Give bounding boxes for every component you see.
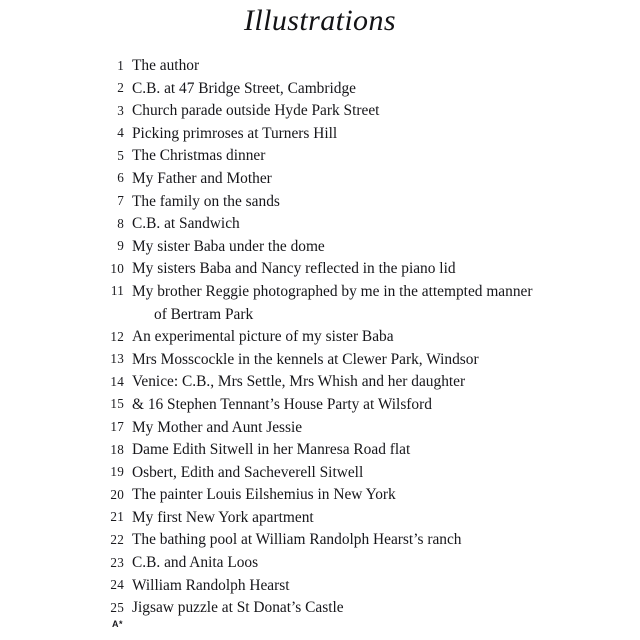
list-item-number: 4 xyxy=(117,125,124,141)
list-item-label: & 16 Stephen Tennant’s House Party at Wilsford xyxy=(132,395,432,413)
list-item-number: 7 xyxy=(117,193,124,209)
list-item-number: 23 xyxy=(110,554,124,570)
list-item-number: 8 xyxy=(117,215,124,231)
list-item xyxy=(104,349,574,372)
list-item-label: The Christmas dinner xyxy=(132,147,266,165)
list-item-label-line1: My brother Reggie photographed by me in the attempted manner xyxy=(132,282,533,300)
list-item xyxy=(104,258,574,281)
list-item xyxy=(104,168,574,191)
list-item-number: 25 xyxy=(110,599,124,615)
list-item-number: 11 xyxy=(110,283,124,299)
list-item xyxy=(104,100,574,123)
list-item-number: 17 xyxy=(110,419,124,434)
list-item xyxy=(104,213,574,236)
list-item-label-continuation: of Bertram Park xyxy=(154,305,254,323)
list-item-number: 15 xyxy=(110,396,124,412)
list-item-label xyxy=(124,281,574,326)
list-item xyxy=(104,145,574,168)
list-item xyxy=(104,191,574,214)
list-item-number: 3 xyxy=(117,102,124,118)
list-item-label: William Randolph Hearst xyxy=(132,576,290,594)
list-item-label: The family on the sands xyxy=(132,192,280,210)
list-item xyxy=(104,281,574,326)
list-item-label: Venice: C.B., Mrs Settle, Mrs Whish and her daughter xyxy=(132,373,466,391)
list-item xyxy=(104,507,574,530)
signature-mark: A* xyxy=(112,619,124,629)
list-item xyxy=(104,394,574,417)
list-item-label: C.B. at Sandwich xyxy=(132,215,240,233)
list-item-label: Church parade outside Hyde Park Street xyxy=(132,102,380,120)
list-item-label: The author xyxy=(132,57,200,74)
list-item xyxy=(104,484,574,507)
list-item-number: 19 xyxy=(110,464,124,480)
list-item xyxy=(104,597,574,620)
list-item-number: 6 xyxy=(117,170,124,186)
list-item-label: My sister Baba under the dome xyxy=(132,237,325,255)
list-item-label: Mrs Mosscockle in the kennels at Clewer Park, Windsor xyxy=(132,350,479,368)
list-item-label: The painter Louis Eilshemius in New York xyxy=(132,486,396,504)
list-item xyxy=(104,529,574,552)
list-item-label: My Mother and Aunt Jessie xyxy=(132,418,303,436)
list-item-label: C.B. at 47 Bridge Street, Cambridge xyxy=(132,79,356,97)
list-item-label: Jigsaw puzzle at St Donat’s Castle xyxy=(132,599,344,617)
list-item-number: 18 xyxy=(110,441,124,457)
list-item-label: Osbert, Edith and Sacheverell Sitwell xyxy=(132,463,364,481)
list-item xyxy=(104,417,574,440)
illustration-list xyxy=(104,55,574,620)
list-item-number: 1 xyxy=(117,57,124,73)
list-item-number: 5 xyxy=(117,147,124,163)
list-item-number: 22 xyxy=(110,531,124,547)
list-item xyxy=(104,326,574,349)
list-item xyxy=(104,462,574,485)
list-item xyxy=(104,236,574,259)
list-item-label: My sisters Baba and Nancy reflected in the piano lid xyxy=(132,260,456,278)
list-item xyxy=(104,439,574,462)
list-item-number: 2 xyxy=(117,80,124,96)
list-item-label: My Father and Mother xyxy=(132,169,272,187)
list-item-label: Dame Edith Sitwell in her Manresa Road flat xyxy=(132,441,411,459)
list-item-number: 20 xyxy=(110,486,124,502)
list-item xyxy=(104,575,574,598)
list-item xyxy=(104,55,574,78)
list-item-number: 9 xyxy=(117,238,124,254)
list-item-label: My first New York apartment xyxy=(132,508,314,526)
list-item xyxy=(104,123,574,146)
list-item-number: 13 xyxy=(110,351,124,367)
list-item-number: 12 xyxy=(110,328,124,344)
page-title: Illustrations xyxy=(244,4,396,37)
list-item-number: 21 xyxy=(110,509,124,525)
list-item-label: C.B. and Anita Loos xyxy=(132,554,259,572)
list-item xyxy=(104,78,574,101)
list-item xyxy=(104,552,574,575)
list-item-number: 14 xyxy=(110,373,124,389)
list-item-label: Picking primroses at Turners Hill xyxy=(132,124,338,142)
list-item-number: 24 xyxy=(110,577,124,593)
list-item-number: 10 xyxy=(110,260,124,276)
list-item xyxy=(104,371,574,394)
list-item-label: An experimental picture of my sister Baba xyxy=(132,328,394,346)
list-item-label: The bathing pool at William Randolph Hearst’s ranch xyxy=(132,531,462,549)
